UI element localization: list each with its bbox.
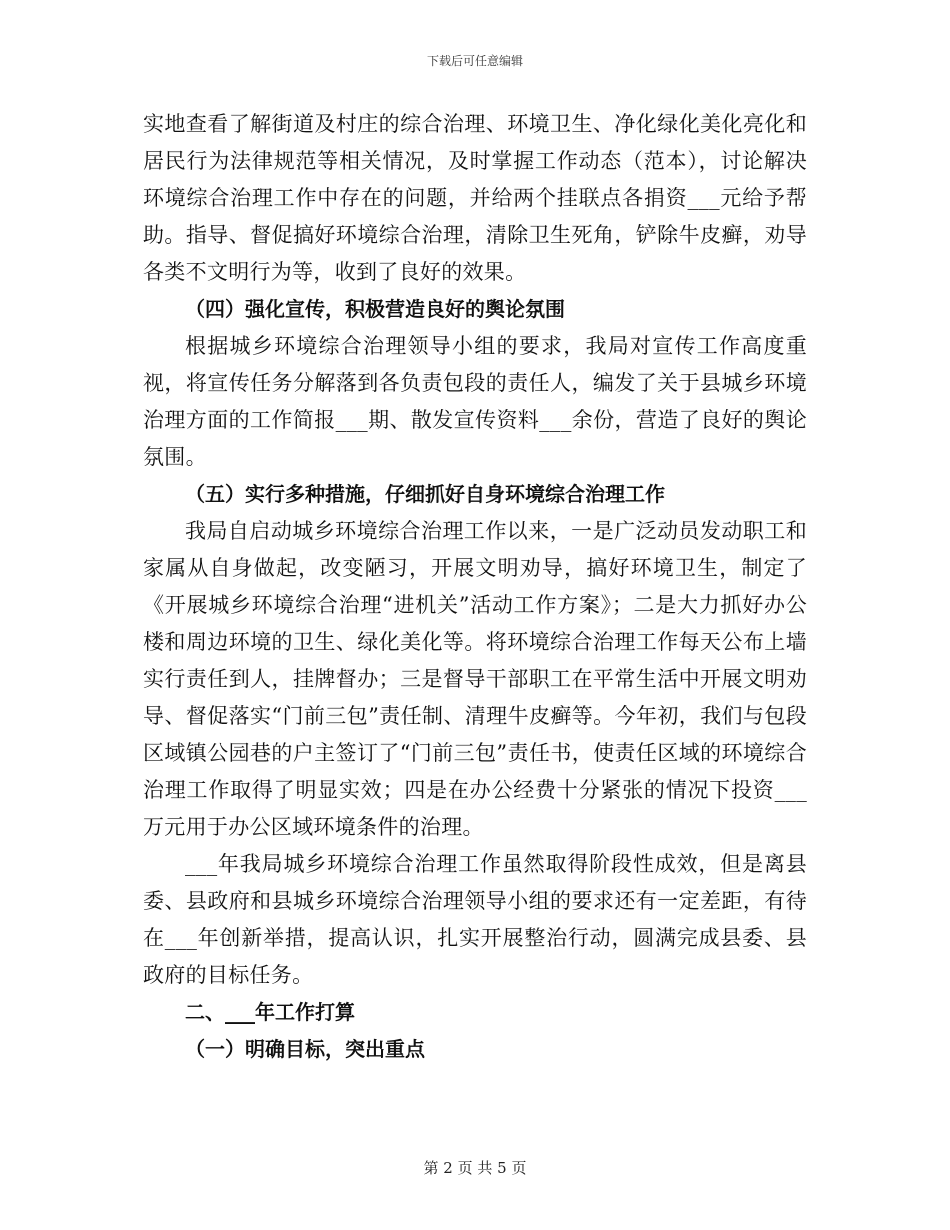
paragraph-1: 实地查看了解街道及村庄的综合治理、环境卫生、净化绿化美化亮化和居民行为法律规范等相关情况，及时掌握工作动态（范本），讨论解决环境综合治理工作中存在的问题，并给两个挂联点各捐资___元给予帮助。指导、督促搞好环境综合治理，清除卫生死角，铲除牛皮癣，劝导各类不文明行为等，收到了良好的效果。: [143, 112, 807, 284]
subsection-heading-1: （一）明确目标，突出重点: [185, 1037, 425, 1061]
section-heading-4: （四）强化宣传，积极营造良好的舆论氛围: [185, 297, 565, 321]
section-heading-5: （五）实行多种措施，仔细抓好自身环境综合治理工作: [185, 482, 665, 506]
page-number: 第 2 页 共 5 页: [423, 1159, 527, 1177]
paragraph-2: 根据城乡环境综合治理领导小组的要求，我局对宣传工作高度重视，将宣传任务分解落到各负责包段的责任人，编发了关于县城乡环境治理方面的工作简报___期、散发宣传资料___余份，营造了良好的舆论氛围。: [143, 334, 807, 469]
paragraph-3: 我局自启动城乡环境综合治理工作以来，一是广泛动员发动职工和家属从自身做起，改变陋习，开展文明劝导，搞好环境卫生，制定了《开展城乡环境综合治理“进机关”活动工作方案》；二是大力抓好办公楼和周边环境的卫生、绿化美化等。将环境综合治理工作每天公布上墙实行责任到人，挂牌督办；三是督导干部职工在平常生活中开展文明劝导、督促落实“门前三包”责任制、清理牛皮癣等。今年初，我们与包段区域镇公园巷的户主签订了“门前三包”责任书，使责任区域的环境综合治理工作取得了明显实效；四是在办公经费十分紧张的情况下投资___万元用于办公区域环境条件的治理。: [143, 519, 807, 839]
document-body: [143, 106, 807, 1068]
page-header: 下载后可任意编辑: [426, 54, 523, 68]
paragraph-4: ___年我局城乡环境综合治理工作虽然取得阶段性成效，但是离县委、县政府和县城乡环境综合治理领导小组的要求还有一定差距，有待在___年创新举措，提高认识，扎实开展整治行动，圆满完成县委、县政府的目标任务。: [143, 852, 807, 987]
chapter-heading-2: 二、___年工作打算: [185, 1000, 355, 1024]
